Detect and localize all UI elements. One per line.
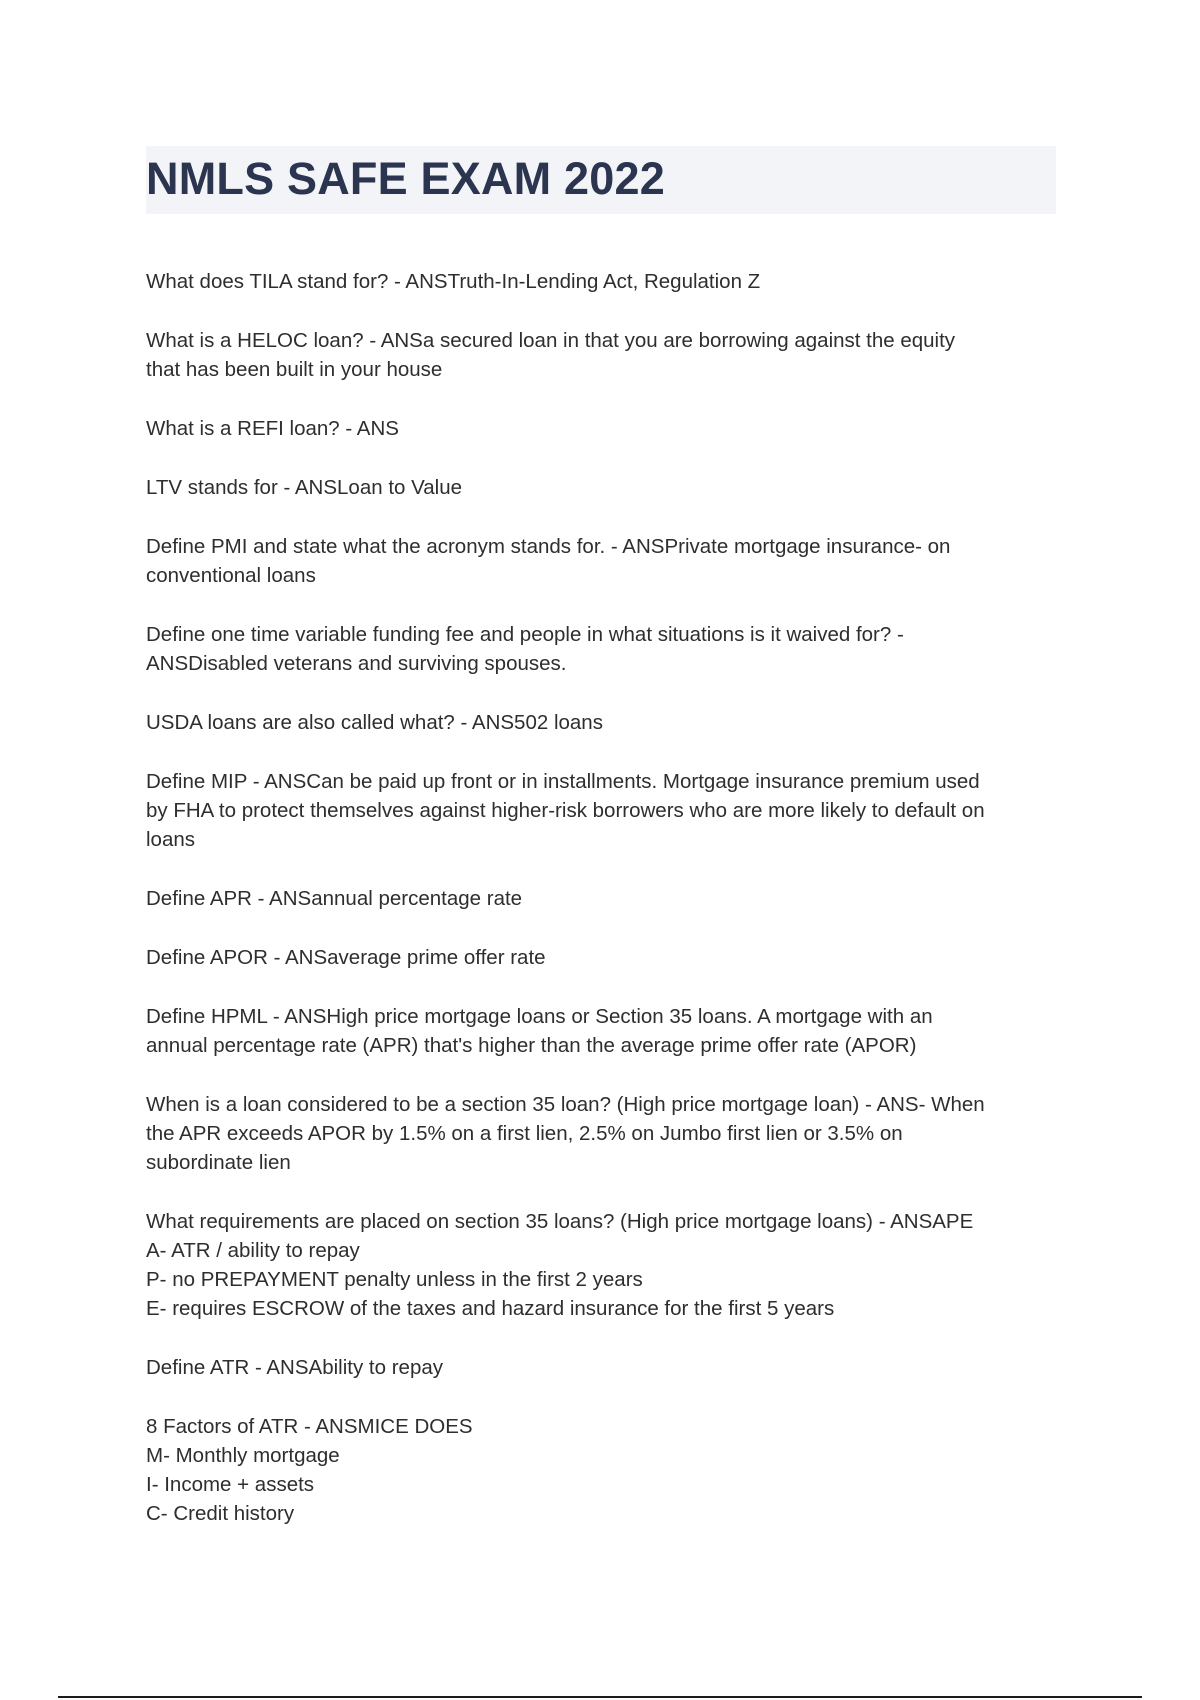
qa-answer-line: C- Credit history [146, 1502, 295, 1525]
qa-answer-line: annual percentage rate (APR) that's higher than the average prime offer rate (APOR) [146, 1034, 917, 1057]
qa-question-line: Define APR - ANSannual percentage rate [146, 887, 523, 910]
title-banner [146, 146, 1056, 214]
qa-answer-line: that has been built in your house [146, 358, 443, 381]
qa-answer-line: loans [146, 828, 196, 851]
qa-item [146, 767, 1066, 854]
qa-item [146, 1353, 1066, 1382]
qa-question-line: Define MIP - ANSCan be paid up front or in installments. Mortgage insurance premium used [146, 770, 980, 793]
qa-answer-line: M- Monthly mortgage [146, 1444, 340, 1467]
qa-list [146, 267, 1066, 1558]
qa-question-line: What requirements are placed on section 35 loans? (High price mortgage loans) - ANSAPE [146, 1210, 974, 1233]
qa-item [146, 267, 1066, 296]
qa-question-line: 8 Factors of ATR - ANSMICE DOES [146, 1415, 473, 1438]
qa-item [146, 326, 1066, 384]
qa-item [146, 414, 1066, 443]
document-title: NMLS SAFE EXAM 2022 [146, 153, 665, 204]
qa-question-line: Define PMI and state what the acronym stands for. - ANSPrivate mortgage insurance- on [146, 535, 951, 558]
qa-answer-line: I- Income + assets [146, 1473, 315, 1496]
qa-item [146, 532, 1066, 590]
qa-question-line: What is a REFI loan? - ANS [146, 417, 399, 440]
qa-question-line: When is a loan considered to be a section 35 loan? (High price mortgage loan) - ANS- When [146, 1093, 985, 1116]
qa-answer-line: A- ATR / ability to repay [146, 1239, 360, 1262]
qa-item [146, 1207, 1066, 1323]
qa-question-line: USDA loans are also called what? - ANS502 loans [146, 711, 603, 734]
qa-item [146, 884, 1066, 913]
qa-item [146, 473, 1066, 502]
qa-item [146, 708, 1066, 737]
qa-item [146, 1090, 1066, 1177]
qa-answer-line: P- no PREPAYMENT penalty unless in the first 2 years [146, 1268, 643, 1291]
qa-item [146, 1002, 1066, 1060]
footer-divider [58, 1696, 1142, 1698]
qa-answer-line: by FHA to protect themselves against higher-risk borrowers who are more likely to default on [146, 799, 985, 822]
qa-question-line: Define one time variable funding fee and people in what situations is it waived for? - [146, 623, 904, 646]
qa-answer-line: the APR exceeds APOR by 1.5% on a first lien, 2.5% on Jumbo first lien or 3.5% on [146, 1122, 903, 1145]
qa-question-line: LTV stands for - ANSLoan to Value [146, 476, 463, 499]
qa-question-line: What does TILA stand for? - ANSTruth-In-Lending Act, Regulation Z [146, 270, 761, 293]
qa-item [146, 1412, 1066, 1528]
qa-question-line: Define HPML - ANSHigh price mortgage loans or Section 35 loans. A mortgage with an [146, 1005, 933, 1028]
qa-item [146, 620, 1066, 678]
qa-answer-line: subordinate lien [146, 1151, 291, 1174]
qa-answer-line: conventional loans [146, 564, 316, 587]
qa-question-line: What is a HELOC loan? - ANSa secured loan in that you are borrowing against the equity [146, 329, 956, 352]
qa-answer-line: ANSDisabled veterans and surviving spouses. [146, 652, 567, 675]
qa-answer-line: E- requires ESCROW of the taxes and hazard insurance for the first 5 years [146, 1297, 835, 1320]
qa-item [146, 943, 1066, 972]
qa-question-line: Define APOR - ANSaverage prime offer rate [146, 946, 546, 969]
qa-question-line: Define ATR - ANSAbility to repay [146, 1356, 443, 1379]
